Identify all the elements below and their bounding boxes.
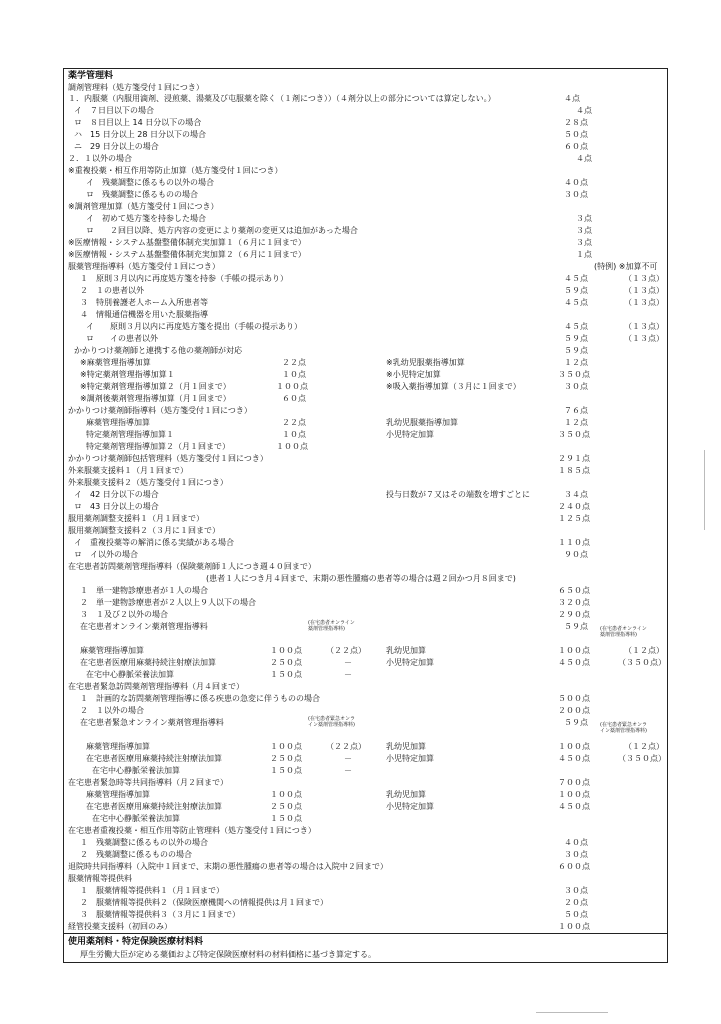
- fee-line: ※乳幼児服薬指導加算: [386, 358, 465, 367]
- footer-text: 厚生労働大臣が定める薬価および特定保険医療材料の材料価格に基づき算定する。: [80, 950, 376, 959]
- fee-line: ４５点: [564, 322, 588, 331]
- fee-line: ニ 29 日分以上の場合: [74, 142, 159, 151]
- fee-line: －: [344, 670, 352, 679]
- fee-line: 服薬情報等提供料: [68, 874, 132, 883]
- fee-line: １８５点: [558, 466, 590, 475]
- fee-line: ２９０点: [558, 610, 590, 619]
- fee-line: 特定薬剤管理指導加算２（月１回まで）: [86, 442, 230, 451]
- fee-line: ４５０点: [558, 658, 590, 667]
- fee-line: １０点: [282, 430, 306, 439]
- fee-line: －: [344, 766, 352, 775]
- fee-line: イ 初めて処方箋を持参した場合: [86, 214, 206, 223]
- fee-line: ２ １の患者以外: [80, 286, 144, 295]
- fee-line: ※医療情報・システム基盤整備体制充実加算２（６月に１回まで）: [68, 250, 306, 259]
- fee-line: ３ １及び２以外の場合: [80, 610, 168, 619]
- fee-line: ４０点: [564, 178, 588, 187]
- fee-line: ５９点: [564, 334, 588, 343]
- fee-line: かかりつけ薬剤師包括管理料（処方箋受付１回につき）: [68, 454, 268, 463]
- fee-line: （１２点）: [624, 742, 664, 751]
- fee-line: ３点: [576, 226, 592, 235]
- fee-line: 特定薬剤管理指導加算１: [86, 430, 174, 439]
- fee-line: （２２点）: [326, 742, 366, 751]
- fee-line: 在宅中心静脈栄養法加算: [92, 766, 180, 775]
- fee-schedule-frame: [63, 68, 668, 963]
- fee-line: ２ 単一建物診療患者が２人以上９人以下の場合: [80, 598, 256, 607]
- fee-line: ハ 15 日分以上 28 日分以下の場合: [74, 130, 206, 139]
- fee-line: ２ 残薬調整に係るものの場合: [80, 850, 192, 859]
- fee-line: （１２点）: [624, 646, 664, 655]
- fee-line: ３ 特別養護老人ホーム入所患者等: [80, 298, 208, 307]
- fee-line: 外来服薬支援料２（処方箋受付１回につき）: [68, 478, 228, 487]
- fee-line: 乳幼児服薬指導加算: [386, 418, 458, 427]
- fee-line: ２５０点: [270, 802, 302, 811]
- fee-line: １０点: [282, 370, 306, 379]
- fee-line: 小児特定加算: [386, 658, 434, 667]
- fee-line: かかりつけ薬剤師と連携する他の薬剤師が対応: [74, 346, 242, 355]
- fee-line: １００点: [270, 646, 302, 655]
- fee-line: ロ ２回目以降、処方内容の変更により薬剤の変更又は追加があった場合: [86, 226, 358, 235]
- fee-line: ロ 残薬調整に係るものの場合: [86, 190, 198, 199]
- fee-line: ２ 服薬情報等提供料２（保険医療機関への情報提供は月１回まで）: [80, 898, 328, 907]
- fee-line: 在宅患者医療用麻薬持続注射療法加算: [80, 658, 216, 667]
- fee-line: ３４点: [564, 490, 588, 499]
- fee-line: 在宅患者緊急オンライン薬剤管理指導料: [80, 718, 224, 727]
- fee-line: 在宅患者緊急訪問薬剤管理指導料（月４回まで）: [68, 682, 244, 691]
- fee-line: ※麻薬管理指導加算: [80, 358, 151, 367]
- fee-line: イ 残薬調整に係るもの以外の場合: [86, 178, 214, 187]
- fee-line: イ 42 日分以下の場合: [74, 490, 159, 499]
- fee-line: ３５０点: [558, 370, 590, 379]
- fee-line: ２８点: [564, 118, 588, 127]
- fee-line: 服用薬剤調整支援料１（月１回まで）: [68, 514, 204, 523]
- fee-line: １２５点: [558, 514, 590, 523]
- fee-line: ２５０点: [270, 754, 302, 763]
- fee-line: ４５点: [564, 298, 588, 307]
- fee-line: 在宅中心静脈栄養法加算: [86, 670, 174, 679]
- fee-line: 投与日数が７又はその端数を増すごとに: [386, 490, 530, 499]
- fee-line: 麻薬管理指導加算: [80, 646, 144, 655]
- fee-line: 麻薬管理指導加算: [86, 742, 150, 751]
- fee-line: ２５０点: [270, 658, 302, 667]
- fee-line: ３０点: [564, 850, 588, 859]
- fee-line: 経管投薬支援料（初回のみ）: [68, 922, 172, 931]
- fee-line: ロ イ以外の場合: [74, 550, 138, 559]
- fee-line: ４０点: [564, 838, 588, 847]
- fee-line: ３０点: [564, 886, 588, 895]
- scan-edge-line: [536, 1012, 608, 1013]
- fee-line: （１３点）: [624, 298, 664, 307]
- fee-line: イ 重複投薬等の解消に係る実績がある場合: [74, 538, 234, 547]
- fee-line: ２４０点: [558, 502, 590, 511]
- fee-line: ※特定薬剤管理指導加算１: [80, 370, 175, 379]
- fee-line: ２２点: [282, 358, 306, 367]
- fee-line: ※調剤後薬剤管理指導加算（月１回まで）: [80, 394, 231, 403]
- fee-line: ４５点: [564, 274, 588, 283]
- tiny-note: (在宅患者緊急オンラ イン薬剤管理指導料): [308, 716, 355, 728]
- fee-line: ５９点: [564, 622, 588, 631]
- fee-line: ２０点: [564, 898, 588, 907]
- fee-line: ５０点: [564, 130, 588, 139]
- fee-line: ３点: [576, 238, 592, 247]
- fee-line: 服用薬剤調整支援料２（３月に１回まで）: [68, 526, 220, 535]
- fee-line: ４点: [576, 106, 592, 115]
- fee-line: （３５０点）: [618, 754, 666, 763]
- fee-line: ※医療情報・システム基盤整備体制充実加算１（６月に１回まで）: [68, 238, 306, 247]
- fee-line: ５９点: [564, 718, 588, 727]
- fee-line: イ ７日目以下の場合: [74, 106, 154, 115]
- fee-line: ロ ８日目以上 14 日分以下の場合: [74, 118, 202, 127]
- fee-line: ７００点: [558, 778, 590, 787]
- fee-line: ※特定薬剤管理指導加算２（月１回まで）: [80, 382, 231, 391]
- fee-line: 在宅中心静脈栄養法加算: [92, 814, 180, 823]
- fee-line: ６５０点: [558, 586, 590, 595]
- fee-line: １００点: [558, 742, 590, 751]
- fee-line: （２２点）: [326, 646, 366, 655]
- fee-line: ※重複投薬・相互作用等防止加算（処方箋受付１回につき）: [68, 166, 283, 175]
- fee-line: ６００点: [558, 862, 590, 871]
- fee-line: ロ 43 日分以上の場合: [74, 502, 159, 511]
- fee-line: ４ 情報通信機器を用いた服薬指導: [80, 310, 208, 319]
- fee-line: 乳幼児加算: [386, 790, 426, 799]
- fee-line: ５０点: [564, 910, 588, 919]
- fee-line: 在宅患者医療用麻薬持続注射療法加算: [86, 754, 222, 763]
- fee-line: ６０点: [282, 394, 306, 403]
- fee-line: (特例) ※加算不可: [594, 262, 658, 271]
- fee-line: １ 単一建物診療患者が１人の場合: [80, 586, 208, 595]
- fee-line: １２点: [564, 418, 588, 427]
- fee-line: (患者１人につき月４回まで、末期の悪性腫瘍の患者等の場合は週２回かつ月８回まで): [206, 574, 516, 583]
- fee-line: （１３点）: [624, 286, 664, 295]
- fee-line: 在宅患者緊急時等共同指導料（月２回まで）: [68, 778, 228, 787]
- fee-line: １５０点: [270, 814, 302, 823]
- fee-line: 服薬管理指導料（処方箋受付１回につき）: [68, 262, 220, 271]
- tiny-note: (在宅患者緊急オンラ イン薬剤管理指導料): [600, 722, 647, 734]
- fee-line: １ 計画的な訪問薬剤管理指導に係る疾患の急変に伴うものの場合: [80, 694, 320, 703]
- fee-line: ７６点: [564, 406, 588, 415]
- fee-line: ロ イの患者以外: [86, 334, 158, 343]
- fee-line: 外来服薬支援料１（月１回まで）: [68, 466, 188, 475]
- fee-line: ３ 服薬情報等提供料３（３月に１回まで）: [80, 910, 240, 919]
- fee-line: ※小児特定加算: [386, 370, 441, 379]
- fee-line: ２ １以外の場合: [80, 706, 144, 715]
- fee-line: １１０点: [558, 538, 590, 547]
- fee-line: 在宅患者重複投薬・相互作用等防止管理料（処方箋受付１回につき）: [68, 826, 316, 835]
- fee-line: １００点: [270, 790, 302, 799]
- fee-line: 在宅患者訪問薬剤管理指導料（保険薬剤師１人につき週４０回まで）: [68, 562, 316, 571]
- fee-line: 乳幼児加算: [386, 742, 426, 751]
- fee-line: １ 残薬調整に係るもの以外の場合: [80, 838, 208, 847]
- fee-line: 在宅患者オンライン薬剤管理指導料: [80, 622, 208, 631]
- fee-line: ３５０点: [558, 430, 590, 439]
- fee-line: 乳幼児加算: [386, 646, 426, 655]
- fee-line: （３５０点）: [618, 658, 666, 667]
- fee-line: １５０点: [270, 670, 302, 679]
- fee-line: ４５０点: [558, 754, 590, 763]
- fee-line: ５９点: [564, 346, 588, 355]
- fee-line: １．内服薬（内服用滴剤、浸煎薬、湯薬及び屯服薬を除く（１剤につき））（４剤分以上の部分については算定しない。）: [68, 94, 496, 103]
- scan-edge-line-right: [704, 450, 705, 530]
- fee-line: 小児特定加算: [386, 802, 434, 811]
- fee-line: １００点: [558, 922, 590, 931]
- fee-line: かかりつけ薬剤師指導料（処方箋受付１回につき）: [68, 406, 252, 415]
- fee-line: （１３点）: [624, 334, 664, 343]
- fee-line: （１３点）: [624, 274, 664, 283]
- fee-line: ３０点: [564, 190, 588, 199]
- fee-line: １ 原則３月以内に再度処方箋を持参（手帳の提示あり）: [80, 274, 288, 283]
- fee-line: １００点: [270, 742, 302, 751]
- fee-line: ４点: [576, 154, 592, 163]
- fee-line: ５９点: [564, 286, 588, 295]
- fee-line: ２００点: [558, 706, 590, 715]
- fee-line: 麻薬管理指導加算: [86, 790, 150, 799]
- tiny-note: (在宅患者オンライン 薬剤管理指導料): [600, 626, 647, 638]
- fee-line: 調剤管理料（処方箋受付１回につき）: [68, 83, 204, 92]
- section-divider: [64, 933, 667, 934]
- fee-line: ２２点: [282, 418, 306, 427]
- fee-line: ３２０点: [558, 598, 590, 607]
- fee-line: ６０点: [564, 142, 588, 151]
- fee-line: ２９１点: [558, 454, 590, 463]
- fee-line: 在宅患者医療用麻薬持続注射療法加算: [86, 802, 222, 811]
- fee-line: ４点: [564, 94, 580, 103]
- fee-line: （１３点）: [624, 322, 664, 331]
- section-title-pharmacy-management: 薬学管理料: [68, 71, 114, 81]
- fee-line: １００点: [558, 790, 590, 799]
- fee-line: １ 服薬情報等提供料１（月１回まで）: [80, 886, 224, 895]
- fee-line: １２点: [564, 358, 588, 367]
- fee-line: 麻薬管理指導加算: [86, 418, 150, 427]
- fee-line: １００点: [558, 646, 590, 655]
- fee-line: ※調剤管理加算（処方箋受付１回につき）: [68, 202, 219, 211]
- fee-line: ９０点: [564, 550, 588, 559]
- fee-line: １点: [576, 250, 592, 259]
- fee-line: １００点: [276, 382, 308, 391]
- fee-line: 退院時共同指導料（入院中１回まで、末期の悪性腫瘍の患者等の場合は入院中２回まで）: [68, 862, 388, 871]
- fee-line: ４５０点: [558, 802, 590, 811]
- fee-line: １００点: [276, 442, 308, 451]
- fee-line: １５０点: [270, 766, 302, 775]
- fee-line: －: [344, 754, 352, 763]
- section-title-drug-materials: 使用薬剤料・特定保険医療材料料: [68, 937, 204, 947]
- fee-line: イ 原則３月以内に再度処方箋を提出（手帳の提示あり）: [86, 322, 302, 331]
- fee-line: ３点: [576, 214, 592, 223]
- fee-line: 小児特定加算: [386, 754, 434, 763]
- fee-line: ※吸入薬指導加算（３月に１回まで）: [386, 382, 521, 391]
- fee-line: ３０点: [564, 382, 588, 391]
- fee-line: ５００点: [558, 694, 590, 703]
- fee-line: －: [344, 658, 352, 667]
- fee-line: ２．１以外の場合: [68, 154, 132, 163]
- tiny-note: (在宅患者オンライン 薬剤管理指導料): [308, 620, 355, 632]
- fee-line: 小児特定加算: [386, 430, 434, 439]
